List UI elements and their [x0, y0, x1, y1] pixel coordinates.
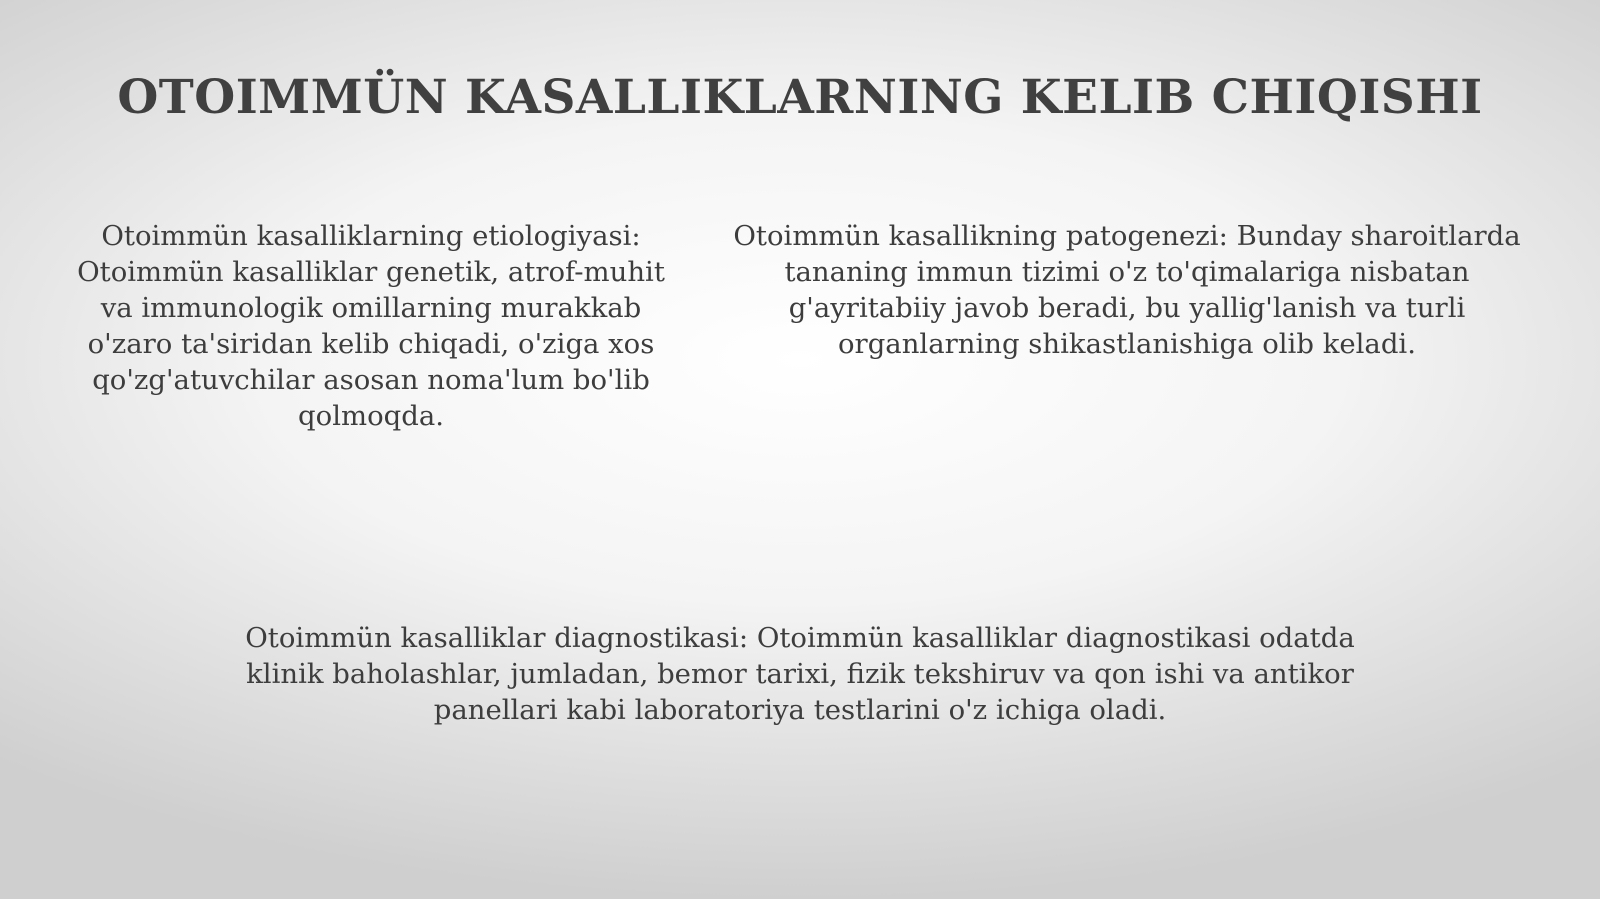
etiology-text-block: Otoimmün kasalliklarning etiologiyasi: Otoimmün kasalliklar genetik, atrof-muhit va immunologik omillarning murakkab o'zaro ta'siridan kelib chiqadi, o'ziga xos qo'zg'atuvchilar asosan noma'lum bo'lib qolmoqda.	[77, 220, 665, 432]
slide-title: OTOIMMÜN KASALLIKLARNING KELIB CHIQISHI	[117, 70, 1483, 125]
pathogenesis-text-block: Otoimmün kasallikning patogenezi: Bunday sharoitlarda tananing immun tizimi o'z to'qimalariga nisbatan g'ayritabiiy javob beradi, bu yallig'lanish va turli organlarning shikastlanishiga olib keladi.	[733, 220, 1521, 360]
diagnostics-text-block: Otoimmün kasalliklar diagnostikasi: Otoimmün kasalliklar diagnostikasi odatda klinik baholashlar, jumladan, bemor tarixi, fizik tekshiruv va qon ishi va antikor panellari kabi laboratoriya testlarini o'z ichiga oladi.	[245, 622, 1355, 726]
